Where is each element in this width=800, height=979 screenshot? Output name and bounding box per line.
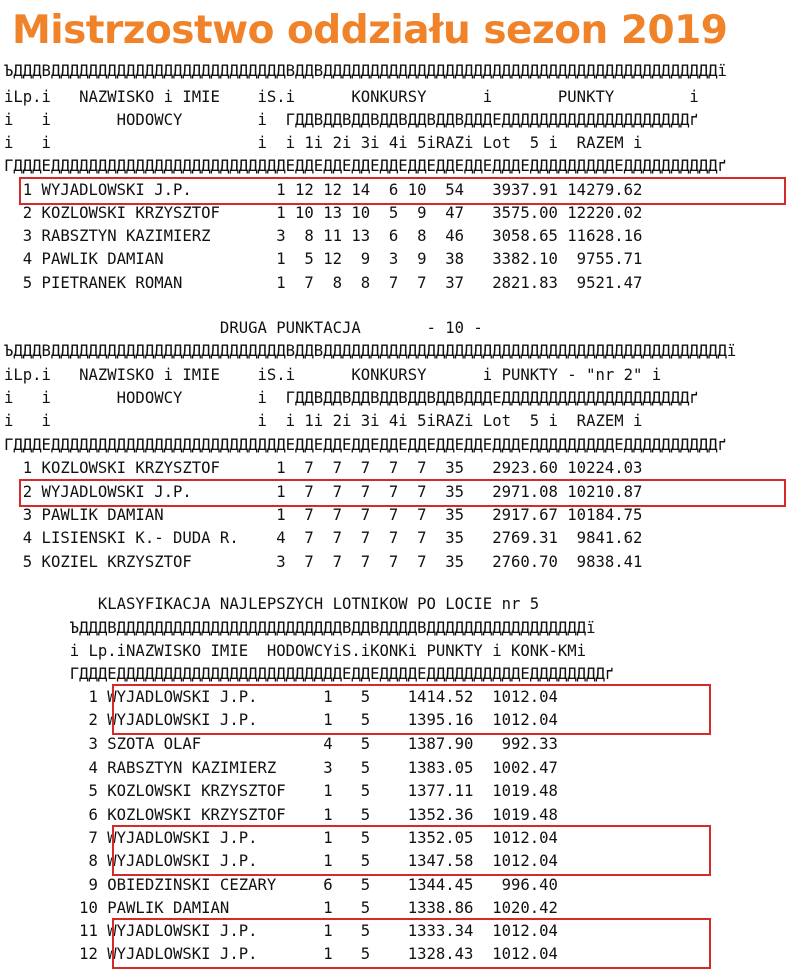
table-border-top: ЪДДДВДДДДДДДДДДДДДДДДДДДДДДДДДВДДВДДДДДДДДДДДДДДДДДДДДДДДДДДДДДДДДДДДДДДДДДДї <box>4 62 727 80</box>
table-row: 2 KOZLOWSKI KRZYSZTOF 1 10 13 10 5 9 47 3575.00 12220.02 <box>4 204 643 222</box>
table-row: 10 PAWLIK DAMIAN 1 5 1338.86 1020.42 <box>4 899 558 917</box>
section-heading: DRUGA PUNKTACJA - 10 - <box>4 319 483 337</box>
highlight-box <box>112 918 711 969</box>
table-row: 5 KOZIEL KRZYSZTOF 3 7 7 7 7 7 35 2760.70 9838.41 <box>4 553 643 571</box>
highlight-box <box>19 177 786 205</box>
table-row: 4 RABSZTYN KAZIMIERZ 3 5 1383.05 1002.47 <box>4 759 558 777</box>
section-heading: KLASYFIKACJA NAJLEPSZYCH LOTNIKOW PO LOCIE nr 5 <box>4 595 540 613</box>
table-row: 2 WYJADLOWSKI J.P. 1 5 1395.16 1012.04 <box>4 711 558 729</box>
table-row: 1 KOZLOWSKI KRZYSZTOF 1 7 7 7 7 7 35 2923.60 10224.03 <box>4 459 643 477</box>
table-header-row: і Lp.іNAZWISKO IMIE HODOWCYіS.іKONKі PUNKTY і KONK-KMі <box>4 642 587 660</box>
table-row: 12 WYJADLOWSKI J.P. 1 5 1328.43 1012.04 <box>4 945 558 963</box>
table-header-row: і і і і 1і 2і 3і 4і 5іRAZі Lot 5 і RAZEM і <box>4 134 643 152</box>
table-header-row: і і і і 1і 2і 3і 4і 5іRAZі Lot 5 і RAZEM і <box>4 412 643 430</box>
table-row: 6 KOZLOWSKI KRZYSZTOF 1 5 1352.36 1019.48 <box>4 806 558 824</box>
table-row: 3 PAWLIK DAMIAN 1 7 7 7 7 7 35 2917.67 10184.75 <box>4 506 643 524</box>
table-header-divider: ГДДДЕДДДДДДДДДДДДДДДДДДДДДДДДЕДДЕДДДДЕДДДДДДДДДДЕДДДДДДДДґ <box>4 665 615 683</box>
table-row: 4 PAWLIK DAMIAN 1 5 12 9 3 9 38 3382.10 9755.71 <box>4 250 643 268</box>
table-row: 2 WYJADLOWSKI J.P. 1 7 7 7 7 7 35 2971.08 10210.87 <box>4 483 643 501</box>
table-border-top: ЪДДДВДДДДДДДДДДДДДДДДДДДДДДДДВДДВДДДДВДДДДДДДДДДДДДДДДДї <box>4 619 596 637</box>
table-row: 9 OBIEDZINSKI CEZARY 6 5 1344.45 996.40 <box>4 876 558 894</box>
table-header-row: і і HODOWCY і ГДДВДДВДДВДДВДДВДДВДДДЕДДДДДДДДДДДДДДДДДДДДґ <box>4 111 699 129</box>
table-border-top: ЪДДДВДДДДДДДДДДДДДДДДДДДДДДДДДВДДВДДДДДДДДДДДДДДДДДДДДДДДДДДДДДДДДДДДДДДДДДДДї <box>4 342 737 360</box>
table-row: 5 KOZLOWSKI KRZYSZTOF 1 5 1377.11 1019.48 <box>4 782 558 800</box>
table-header-row: іLp.і NAZWISKO і IMIE іS.і KONKURSY і PUNKTY - "nr 2" і <box>4 366 662 384</box>
table-row: 11 WYJADLOWSKI J.P. 1 5 1333.34 1012.04 <box>4 922 558 940</box>
table-row: 1 WYJADLOWSKI J.P. 1 12 12 14 6 10 54 3937.91 14279.62 <box>4 181 643 199</box>
table-header-row: іLp.і NAZWISKO і IMIE іS.і KONKURSY і PUNKTY і <box>4 88 699 106</box>
highlight-box <box>112 684 711 735</box>
table-row: 3 SZOTA OLAF 4 5 1387.90 992.33 <box>4 735 558 753</box>
table-header-row: і і HODOWCY і ГДДВДДВДДВДДВДДВДДВДДДЕДДДДДДДДДДДДДДДДДДДДґ <box>4 389 699 407</box>
highlight-box <box>112 825 711 876</box>
table-row: 7 WYJADLOWSKI J.P. 1 5 1352.05 1012.04 <box>4 829 558 847</box>
table-header-divider: ГДДДЕДДДДДДДДДДДДДДДДДДДДДДДДДЕДДЕДДЕДДЕДДЕДДЕДДЕДДЕДДДЕДДДДДДДДДЕДДДДДДДДДДґ <box>4 436 727 454</box>
table-row: 5 PIETRANEK ROMAN 1 7 8 8 7 7 37 2821.83 9521.47 <box>4 274 643 292</box>
table-row: 8 WYJADLOWSKI J.P. 1 5 1347.58 1012.04 <box>4 852 558 870</box>
table-row: 1 WYJADLOWSKI J.P. 1 5 1414.52 1012.04 <box>4 688 558 706</box>
table-header-divider: ГДДДЕДДДДДДДДДДДДДДДДДДДДДДДДДЕДДЕДДЕДДЕДДЕДДЕДДЕДДЕДДДЕДДДДДДДДДЕДДДДДДДДДДґ <box>4 157 727 175</box>
highlight-box <box>19 479 786 507</box>
page-title: Mistrzostwo oddziału sezon 2019 <box>12 8 728 53</box>
table-row: 3 RABSZTYN KAZIMIERZ 3 8 11 13 6 8 46 3058.65 11628.16 <box>4 227 643 245</box>
table-row: 4 LISIENSKI K.- DUDA R. 4 7 7 7 7 7 35 2769.31 9841.62 <box>4 529 643 547</box>
